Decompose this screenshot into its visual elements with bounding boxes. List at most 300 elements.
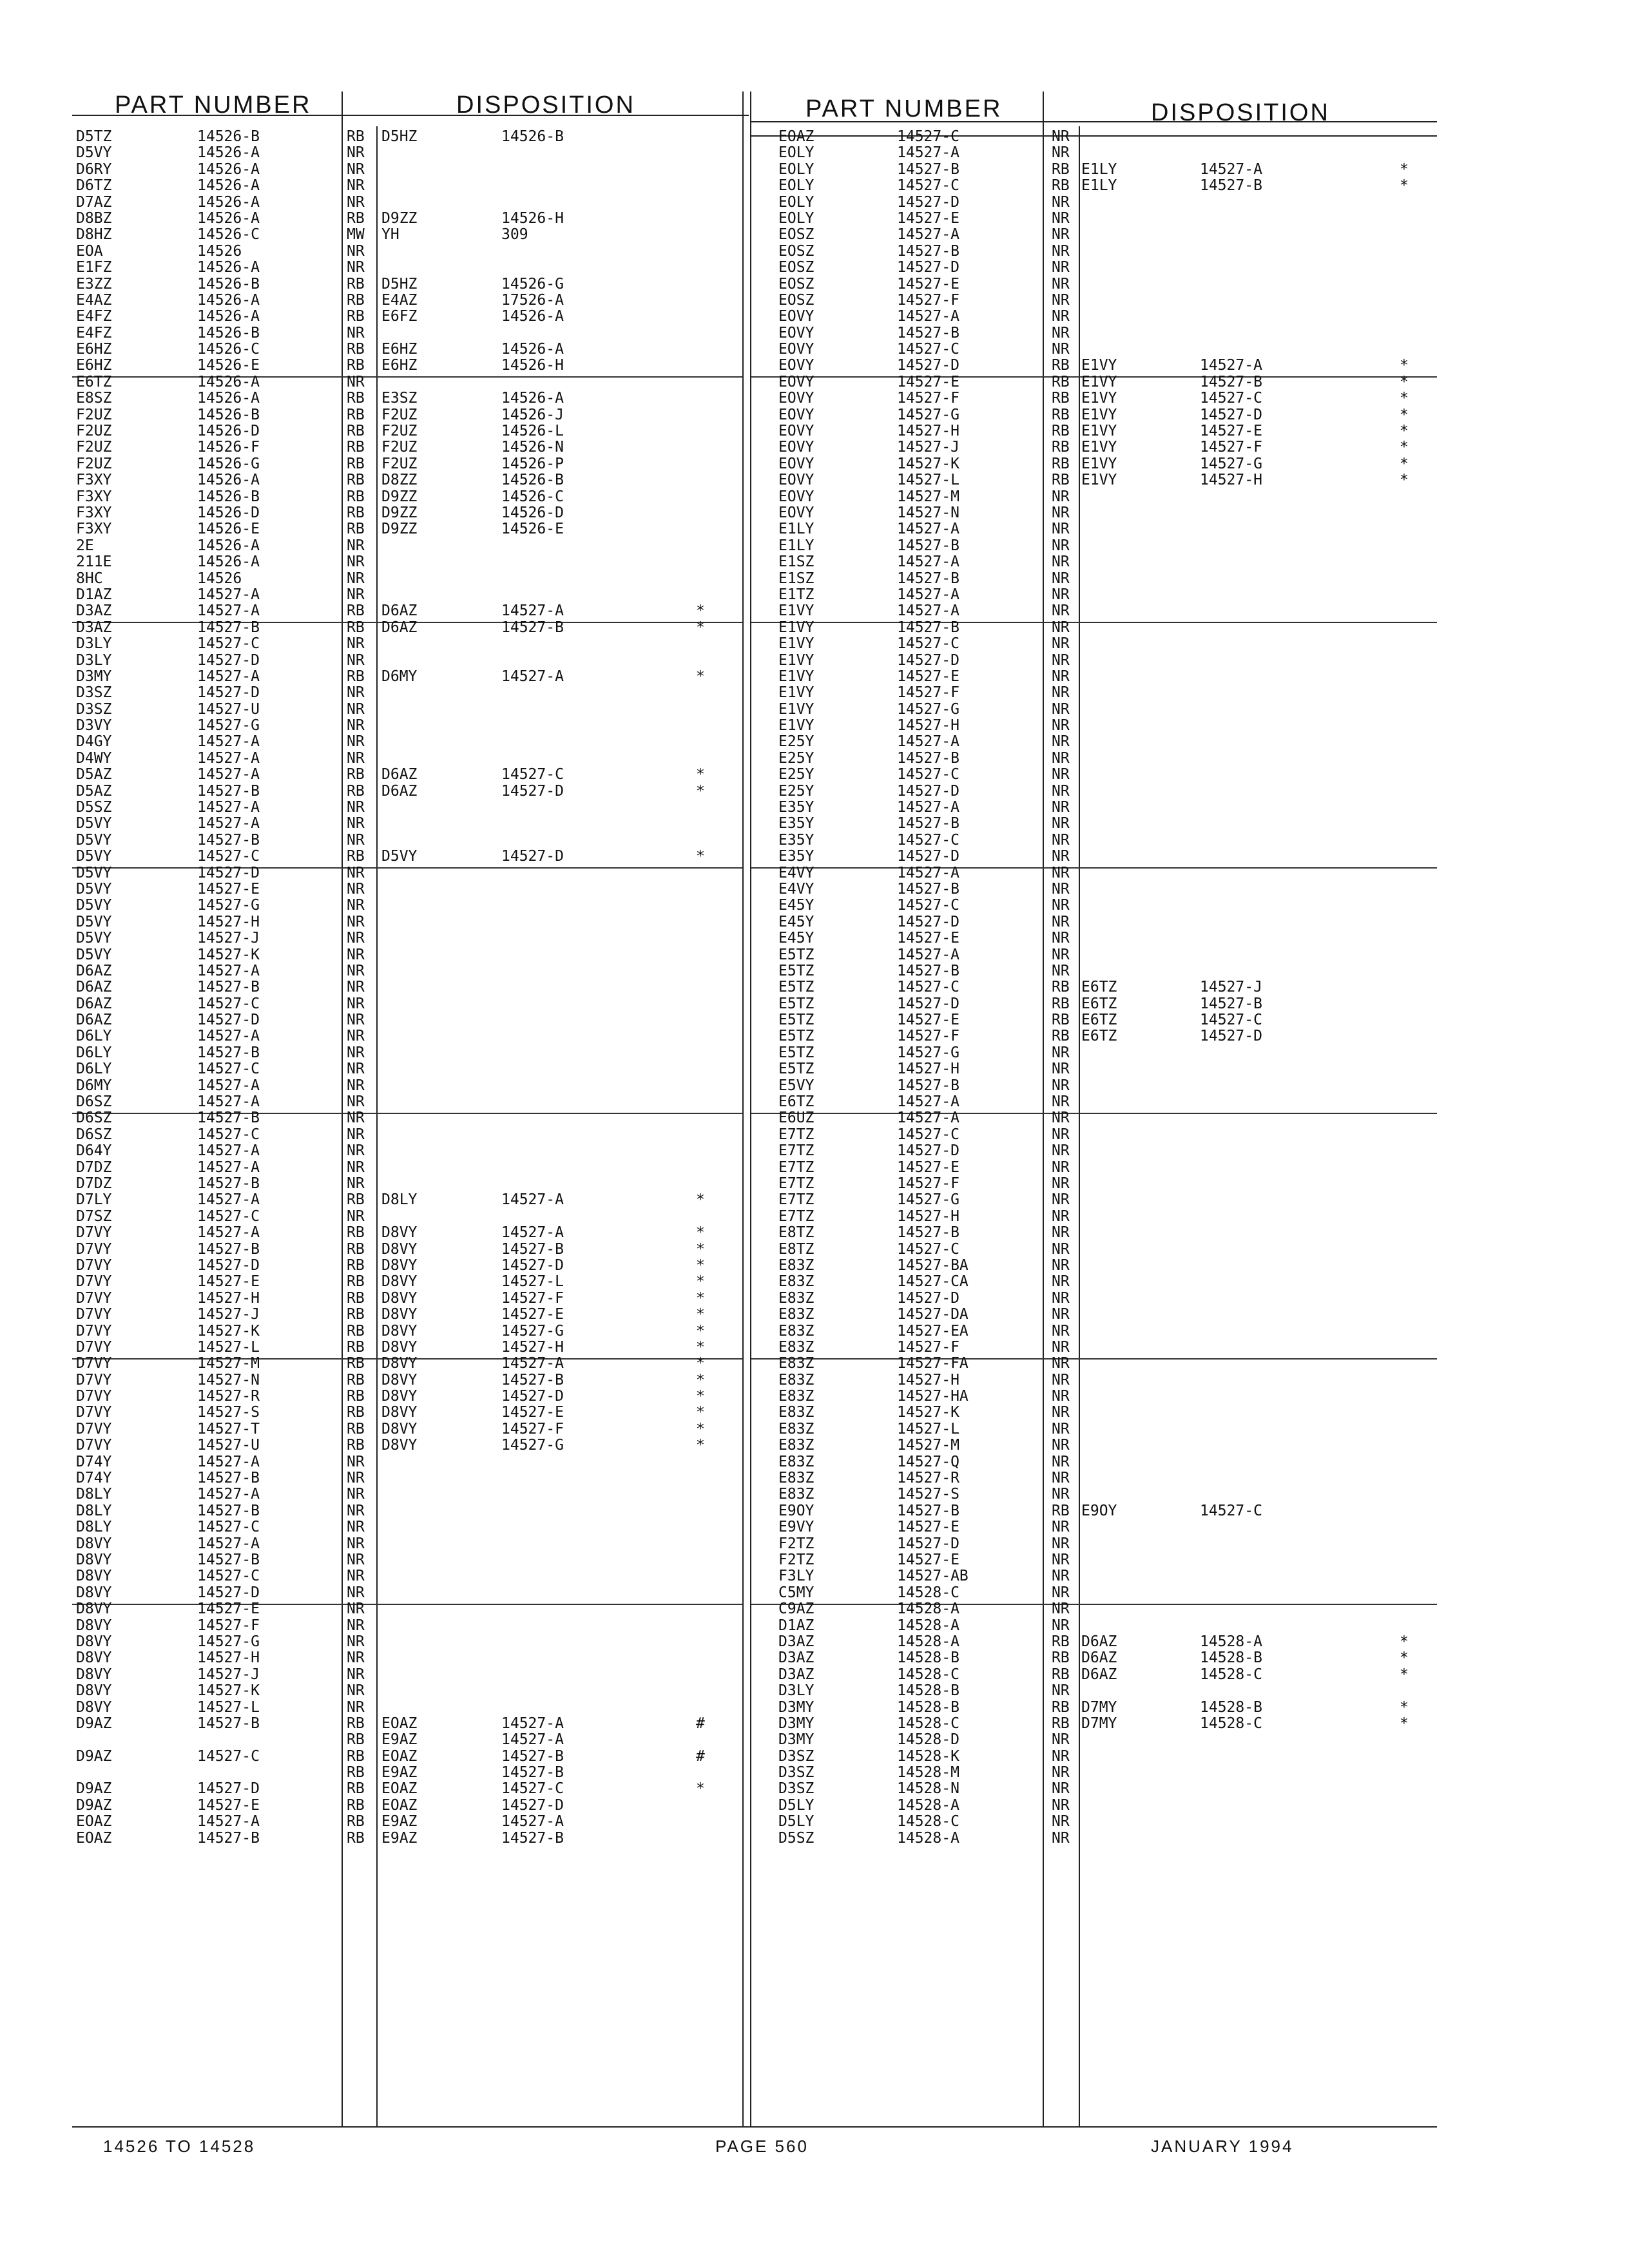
part-prefix: D8LY — [76, 1502, 112, 1519]
part-prefix: 211E — [76, 553, 112, 571]
note-mark: * — [696, 1306, 705, 1323]
replacement-prefix: E6TZ — [1081, 979, 1117, 996]
table-row — [76, 276, 740, 293]
table-row — [76, 260, 740, 276]
part-prefix: E5TZ — [778, 1012, 815, 1029]
note-mark: * — [696, 1338, 705, 1356]
disposition-code: NR — [1052, 1110, 1070, 1127]
part-prefix: D7VY — [76, 1420, 112, 1437]
table-row — [76, 603, 740, 619]
disposition-code: NR — [347, 831, 365, 849]
table-row — [771, 1454, 1434, 1470]
note-mark: # — [696, 1747, 705, 1765]
part-prefix: E7TZ — [778, 1126, 815, 1143]
part-prefix: D5LY — [778, 1813, 815, 1831]
disposition-code: NR — [1052, 1796, 1070, 1814]
disposition-code: NR — [347, 1142, 365, 1160]
part-prefix: D7AZ — [76, 193, 112, 211]
disposition-code: RB — [1052, 177, 1070, 195]
part-number: 14528-D — [897, 1731, 959, 1749]
table-row — [76, 669, 740, 685]
disposition-code: RB — [1052, 1715, 1070, 1732]
part-number: 14527-N — [897, 504, 959, 521]
disposition-code: NR — [347, 1077, 365, 1094]
table-row — [771, 1340, 1434, 1356]
disposition-code: NR — [1052, 308, 1070, 325]
disposition-code: RB — [347, 291, 365, 309]
table-row — [76, 554, 740, 570]
disposition-code: NR — [347, 684, 365, 702]
replacement-number: 14527-D — [501, 1796, 564, 1814]
part-prefix: D3SZ — [778, 1747, 815, 1765]
table-row — [76, 1356, 740, 1372]
disposition-code: RB — [1052, 1666, 1070, 1683]
replacement-number: 14527-A — [501, 668, 564, 685]
table-row — [76, 195, 740, 211]
disposition-code: NR — [347, 1012, 365, 1029]
table-row — [771, 1192, 1434, 1208]
part-prefix: E1SZ — [778, 553, 815, 571]
replacement-number: 14527-B — [501, 1829, 564, 1847]
table-row — [771, 456, 1434, 472]
part-prefix: E7TZ — [778, 1207, 815, 1225]
part-number: 14527-C — [197, 1061, 260, 1078]
disposition-code: NR — [1052, 848, 1070, 865]
part-prefix: D3LY — [76, 635, 112, 653]
replacement-number: 14526-E — [501, 521, 564, 538]
table-row — [771, 244, 1434, 260]
part-number: 14526-A — [197, 472, 260, 489]
table-row — [771, 1258, 1434, 1274]
part-number: 14527-H — [897, 717, 959, 735]
part-prefix: D8VY — [76, 1666, 112, 1683]
disposition-code: NR — [1052, 553, 1070, 571]
part-number: 14527-C — [897, 766, 959, 783]
table-row — [76, 1568, 740, 1584]
replacement-prefix: E9OY — [1081, 1502, 1117, 1519]
note-mark: * — [696, 1780, 705, 1798]
table-row — [771, 1601, 1434, 1617]
part-number: 14526-E — [197, 357, 260, 374]
part-number: 14527-L — [897, 1420, 959, 1437]
disposition-code: NR — [1052, 291, 1070, 309]
disposition-code: NR — [347, 259, 365, 276]
part-number: 14527-B — [197, 1044, 260, 1061]
note-mark: * — [696, 1224, 705, 1242]
table-row — [771, 865, 1434, 881]
replacement-prefix: E3SZ — [381, 390, 418, 407]
disposition-code: NR — [347, 880, 365, 898]
table-row — [771, 358, 1434, 374]
disposition-code: NR — [1052, 586, 1070, 603]
replacement-number: 14526-N — [501, 439, 564, 456]
replacement-prefix: E4AZ — [381, 291, 418, 309]
replacement-number: 14526-J — [501, 406, 564, 423]
disposition-code: NR — [347, 1568, 365, 1585]
part-prefix: 2E — [76, 537, 94, 554]
table-row — [76, 1061, 740, 1077]
table-row — [76, 979, 740, 995]
replacement-prefix: D8VY — [381, 1273, 418, 1291]
table-row — [771, 702, 1434, 718]
table-row — [76, 390, 740, 407]
disposition-code: RB — [1052, 390, 1070, 407]
part-prefix: E5TZ — [778, 995, 815, 1012]
disposition-code: NR — [347, 144, 365, 162]
table-row — [771, 1143, 1434, 1159]
table-row — [771, 1323, 1434, 1340]
replacement-number: 14527-C — [1200, 1502, 1262, 1519]
disposition-code: NR — [1052, 1764, 1070, 1782]
part-prefix: E6TZ — [76, 373, 112, 390]
part-prefix: E4VY — [778, 880, 815, 898]
left-parts-table — [76, 129, 740, 1847]
disposition-code: RB — [347, 1191, 365, 1209]
part-number: 14527-C — [197, 848, 260, 865]
disposition-code: NR — [1052, 782, 1070, 800]
part-number: 14527-C — [197, 1568, 260, 1585]
part-prefix: D5VY — [76, 930, 112, 947]
disposition-code: NR — [1052, 1453, 1070, 1470]
part-prefix: F3XY — [76, 488, 112, 505]
part-prefix: D8LY — [76, 1519, 112, 1536]
replacement-prefix: E6FZ — [381, 308, 418, 325]
replacement-prefix: D8VY — [381, 1437, 418, 1454]
table-row — [771, 309, 1434, 325]
disposition-code: NR — [347, 1535, 365, 1552]
part-prefix: E1TZ — [778, 586, 815, 603]
replacement-number: 14527-G — [501, 1322, 564, 1340]
part-number: 14527-B — [197, 619, 260, 636]
table-row — [76, 1749, 740, 1765]
part-prefix: E35Y — [778, 831, 815, 849]
table-row — [76, 1045, 740, 1061]
replacement-number: 14527-E — [501, 1306, 564, 1323]
part-number: 14526-E — [197, 521, 260, 538]
part-prefix: E83Z — [778, 1256, 815, 1274]
part-prefix: E7TZ — [778, 1142, 815, 1160]
part-prefix: E1VY — [778, 651, 815, 669]
part-number: 14527-L — [197, 1338, 260, 1356]
disposition-code: NR — [1052, 504, 1070, 521]
disposition-code: NR — [347, 177, 365, 195]
replacement-number: 14526-H — [501, 357, 564, 374]
table-row — [771, 1291, 1434, 1307]
disposition-code: NR — [347, 373, 365, 390]
part-number: 14527-H — [897, 1207, 959, 1225]
part-number: 14527-C — [897, 128, 959, 145]
table-row — [771, 374, 1434, 390]
part-number: 14527-C — [897, 1240, 959, 1258]
disposition-code: NR — [347, 651, 365, 669]
part-number: 14528-M — [897, 1764, 959, 1782]
disposition-code: NR — [347, 1470, 365, 1487]
table-row — [771, 816, 1434, 832]
part-number: 14527-B — [897, 242, 959, 260]
table-row — [771, 1405, 1434, 1421]
part-prefix: D6AZ — [76, 995, 112, 1012]
disposition-code: RB — [1052, 1649, 1070, 1667]
replacement-number: 14526-G — [501, 275, 564, 293]
part-number: 14527-F — [897, 1175, 959, 1192]
note-mark: * — [696, 1420, 705, 1437]
disposition-code: NR — [1052, 570, 1070, 587]
part-number: 14527-CA — [897, 1273, 969, 1291]
part-number: 14527-A — [897, 144, 959, 162]
table-row — [771, 1209, 1434, 1225]
disposition-code: NR — [1052, 1404, 1070, 1421]
part-number: 14527-B — [197, 1829, 260, 1847]
table-row — [771, 227, 1434, 243]
part-number: 14527-B — [197, 1175, 260, 1192]
table-row — [76, 1274, 740, 1290]
table-row — [771, 1732, 1434, 1748]
disposition-code: NR — [1052, 521, 1070, 538]
disposition-code: NR — [1052, 1355, 1070, 1372]
part-prefix: D7VY — [76, 1338, 112, 1356]
note-mark: * — [696, 602, 705, 620]
disposition-code: RB — [347, 1388, 365, 1405]
disposition-code: RB — [1052, 1698, 1070, 1716]
disposition-code: RB — [347, 390, 365, 407]
disposition-code: NR — [1052, 602, 1070, 620]
part-number: 14526-B — [197, 128, 260, 145]
replacement-prefix: D7MY — [1081, 1715, 1117, 1732]
table-row — [76, 1242, 740, 1258]
part-prefix: D7VY — [76, 1224, 112, 1242]
table-row — [771, 800, 1434, 816]
part-prefix: D5SZ — [778, 1829, 815, 1847]
part-number: 14527-EA — [897, 1322, 969, 1340]
part-prefix: EOVY — [778, 390, 815, 407]
table-row — [76, 1634, 740, 1650]
table-row — [76, 1372, 740, 1389]
part-prefix: D8LY — [76, 1486, 112, 1503]
part-number: 14527-C — [897, 979, 959, 996]
part-number: 14526-D — [197, 504, 260, 521]
table-row — [76, 881, 740, 898]
table-row — [771, 211, 1434, 227]
replacement-prefix: YH — [381, 226, 400, 244]
disposition-code: NR — [347, 635, 365, 653]
part-number: 14527-C — [897, 897, 959, 914]
part-number: 14527-S — [897, 1486, 959, 1503]
part-number: 14527-A — [897, 799, 959, 816]
table-row — [76, 1160, 740, 1176]
disposition-code: RB — [347, 668, 365, 685]
part-number: 14527-A — [197, 749, 260, 767]
table-row — [771, 1634, 1434, 1650]
table-row — [76, 571, 740, 587]
part-prefix: E6TZ — [778, 1093, 815, 1111]
replacement-number: 14527-B — [501, 1371, 564, 1389]
table-row — [76, 293, 740, 309]
disposition-code: RB — [347, 341, 365, 358]
part-number: 14526-A — [197, 537, 260, 554]
disposition-code: NR — [1052, 1338, 1070, 1356]
table-row — [76, 1405, 740, 1421]
part-number: 14527-D — [897, 1535, 959, 1552]
disposition-code: NR — [347, 749, 365, 767]
disposition-code: NR — [1052, 1191, 1070, 1209]
disposition-code: NR — [347, 930, 365, 947]
replacement-number: 14527-A — [501, 1355, 564, 1372]
table-row — [76, 211, 740, 227]
part-prefix: E1FZ — [76, 259, 112, 276]
part-number: 14527-A — [197, 815, 260, 832]
part-prefix: E1VY — [778, 635, 815, 653]
replacement-prefix: D5VY — [381, 848, 418, 865]
part-number: 14527-D — [897, 782, 959, 800]
part-number: 14527-E — [897, 1551, 959, 1568]
disposition-code: NR — [347, 586, 365, 603]
part-number: 14528-A — [897, 1617, 959, 1634]
disposition-code: NR — [1052, 1584, 1070, 1601]
part-number: 14527-C — [197, 1747, 260, 1765]
replacement-number: 14527-B — [1200, 177, 1262, 195]
part-number: 14527-H — [897, 423, 959, 440]
disposition-code: RB — [1052, 1633, 1070, 1650]
replacement-prefix: D7MY — [1081, 1698, 1117, 1716]
part-number: 14527-R — [897, 1470, 959, 1487]
part-number: 14527-F — [897, 291, 959, 309]
part-prefix: D6RY — [76, 160, 112, 178]
disposition-code: NR — [347, 946, 365, 963]
part-number: 14527-B — [897, 880, 959, 898]
page-range: 14526 TO 14528 — [103, 2137, 256, 2156]
disposition-code: RB — [1052, 979, 1070, 996]
table-row — [76, 1732, 740, 1748]
replacement-number: 14527-C — [1200, 1012, 1262, 1029]
table-row — [76, 423, 740, 439]
part-number: 14527-A — [197, 1453, 260, 1470]
table-row — [76, 1798, 740, 1814]
replacement-number: 14528-C — [1200, 1666, 1262, 1683]
disposition-code: NR — [1052, 880, 1070, 898]
table-row — [76, 456, 740, 472]
part-number: 14526-F — [197, 439, 260, 456]
disposition-code: NR — [347, 1158, 365, 1176]
disposition-code: RB — [1052, 1012, 1070, 1029]
table-row — [771, 914, 1434, 930]
table-row — [771, 1356, 1434, 1372]
part-number: 14527-C — [897, 831, 959, 849]
part-number: 14527-B — [897, 324, 959, 341]
part-prefix: D8HZ — [76, 226, 112, 244]
part-number: 14527-D — [197, 1584, 260, 1601]
table-row — [771, 1503, 1434, 1519]
replacement-prefix: D6AZ — [1081, 1649, 1117, 1667]
disposition-code: RB — [347, 1322, 365, 1340]
bottom-rule — [72, 2126, 1437, 2128]
part-number: 14526 — [197, 570, 242, 587]
disposition-code: RB — [347, 1355, 365, 1372]
replacement-prefix: E1VY — [1081, 406, 1117, 423]
replacement-number: 14527-D — [501, 1388, 564, 1405]
replacement-number: 14526-B — [501, 128, 564, 145]
replacement-prefix: E1VY — [1081, 390, 1117, 407]
table-row — [76, 1307, 740, 1323]
part-number: 14527-C — [897, 1126, 959, 1143]
part-number: 14527-D — [897, 913, 959, 930]
part-number: 14526-A — [197, 193, 260, 211]
replacement-prefix: E1VY — [1081, 472, 1117, 489]
replacement-prefix: D8VY — [381, 1388, 418, 1405]
table-row — [76, 162, 740, 178]
disposition-code: NR — [1052, 1256, 1070, 1274]
note-mark: * — [696, 1404, 705, 1421]
part-prefix: D6AZ — [76, 979, 112, 996]
part-number: 14527-A — [897, 602, 959, 620]
part-number: 14527-D — [197, 651, 260, 669]
part-number: 14526-B — [197, 488, 260, 505]
table-row — [76, 1536, 740, 1552]
part-number: 14526-A — [197, 177, 260, 195]
part-number: 14527-A — [897, 226, 959, 244]
disposition-code: NR — [1052, 1289, 1070, 1307]
disposition-code: NR — [1052, 1126, 1070, 1143]
part-number: 14528-A — [897, 1796, 959, 1814]
disposition-code: NR — [1052, 1388, 1070, 1405]
replacement-prefix: E1VY — [1081, 423, 1117, 440]
table-row — [76, 620, 740, 636]
part-prefix: D5VY — [76, 946, 112, 963]
table-row — [76, 930, 740, 947]
disposition-code: NR — [347, 1126, 365, 1143]
part-prefix: D8VY — [76, 1600, 112, 1618]
part-prefix: D3AZ — [778, 1633, 815, 1650]
replacement-number: 14528-B — [1200, 1698, 1262, 1716]
replacement-prefix: D8VY — [381, 1420, 418, 1437]
replacement-number: 14527-B — [501, 1747, 564, 1765]
disposition-code: NR — [347, 962, 365, 979]
part-prefix: EOVY — [778, 423, 815, 440]
part-number: 14527-M — [897, 1437, 959, 1454]
disposition-code: NR — [347, 1666, 365, 1683]
part-number: 14527-C — [197, 1126, 260, 1143]
part-prefix: E83Z — [778, 1453, 815, 1470]
part-prefix: D5VY — [76, 144, 112, 162]
part-prefix: F2UZ — [76, 423, 112, 440]
part-number: 14527-A — [197, 1813, 260, 1831]
table-row — [771, 1749, 1434, 1765]
part-prefix: F2TZ — [778, 1551, 815, 1568]
part-prefix: D6LY — [76, 1061, 112, 1078]
disposition-code: NR — [1052, 668, 1070, 685]
part-number: 14527-H — [897, 1061, 959, 1078]
part-number: 14528-B — [897, 1682, 959, 1700]
part-prefix: E45Y — [778, 913, 815, 930]
part-number: 14527-C — [897, 341, 959, 358]
disposition-code: NR — [1052, 1093, 1070, 1111]
replacement-prefix: D6AZ — [381, 766, 418, 783]
part-prefix: D8VY — [76, 1568, 112, 1585]
table-row — [771, 636, 1434, 652]
replacement-number: 14527-C — [501, 766, 564, 783]
part-prefix: E83Z — [778, 1388, 815, 1405]
part-number: 14527-B — [897, 1224, 959, 1242]
part-prefix: D4WY — [76, 749, 112, 767]
disposition-code: NR — [1052, 1322, 1070, 1340]
part-prefix: EOVY — [778, 341, 815, 358]
table-row — [76, 244, 740, 260]
disposition-code: NR — [347, 897, 365, 914]
part-prefix: D8VY — [76, 1535, 112, 1552]
table-row — [76, 1389, 740, 1405]
part-number: 14526-A — [197, 308, 260, 325]
part-prefix: D6TZ — [76, 177, 112, 195]
replacement-number: 14527-D — [501, 848, 564, 865]
